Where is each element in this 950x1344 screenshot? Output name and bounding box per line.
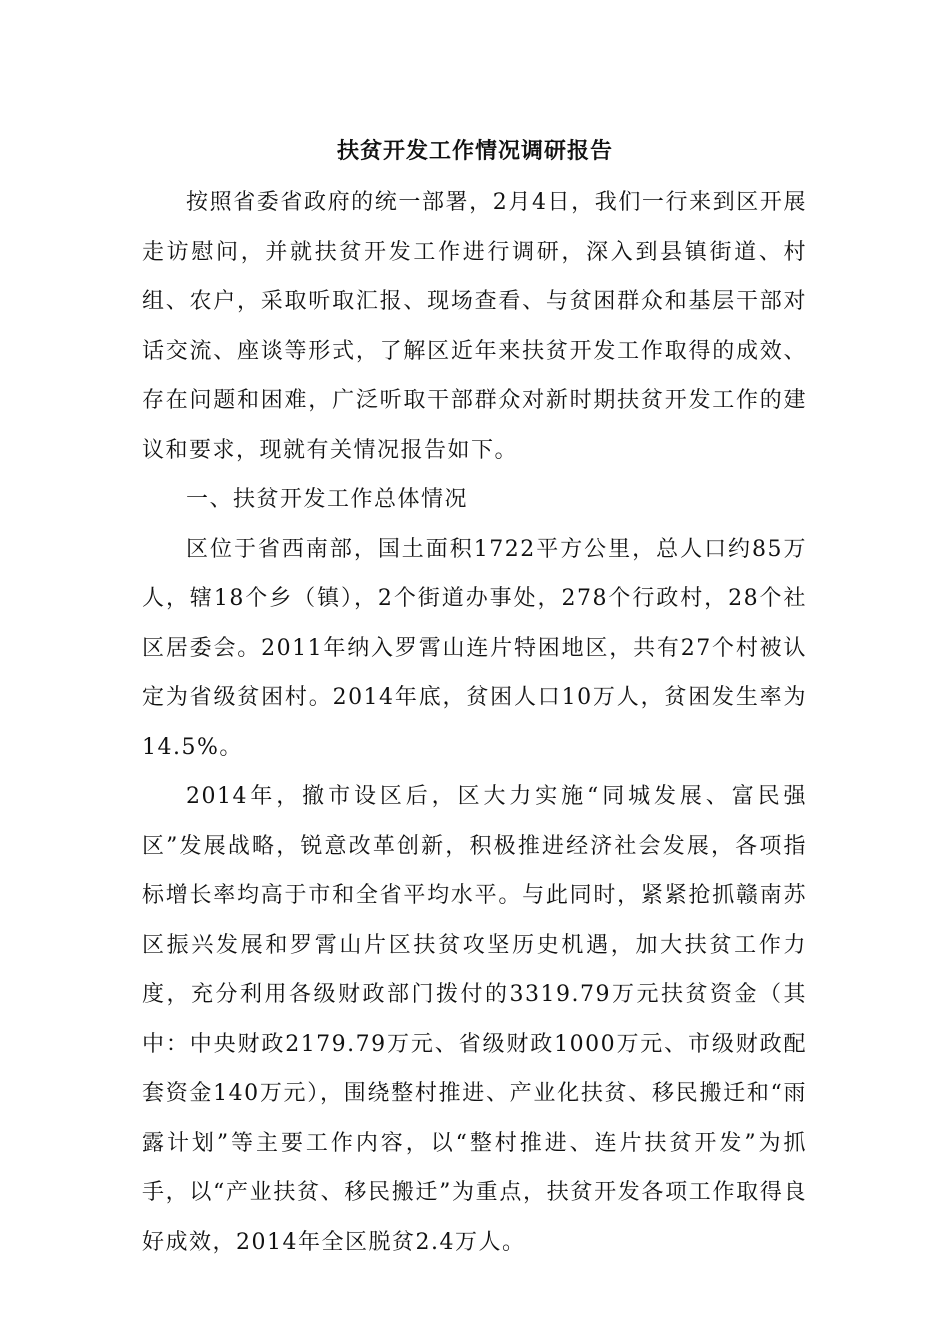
paragraph-achievements: 2014年，撤市设区后，区大力实施“同城发展、富民强区”发展战略，锐意改革创新，积极推进经济社会发展，各项指标增长率均高于市和全省平均水平。与此同时，紧紧抢抓赣南苏区振兴发展和罗霄山片区扶贫攻坚历史机遇，加大扶贫工作力度，充分利用各级财政部门拨付的3319.79万元扶贫资金（其中：中央财政2179.79万元、省级财政1000万元、市级财政配套资金140万元），围绕整村推进、产业化扶贫、移民搬迁和“雨露计划”等主要工作内容，以“整村推进、连片扶贫开发”为抓手，以“产业扶贫、移民搬迁”为重点，扶贫开发各项工作取得良好成效，2014年全区脱贫2.4万人。: [142, 784, 807, 1255]
paragraph-intro: 按照省委省政府的统一部署，2月4日，我们一行来到区开展走访慰问，并就扶贫开发工作进行调研，深入到县镇街道、村组、农户，采取听取汇报、现场查看、与贫困群众和基层干部对话交流、座谈等形式，了解区近年来扶贫开发工作取得的成效、存在问题和困难，广泛听取干部群众对新时期扶贫开发工作的建议和要求，现就有关情况报告如下。: [142, 190, 807, 463]
document-title: 扶贫开发工作情况调研报告: [336, 139, 613, 164]
paragraph-region-profile: 区位于省西南部，国土面积1722平方公里，总人口约85万人，辖18个乡（镇），2个街道办事处，278个行政村，28个社区居委会。2011年纳入罗霄山连片特困地区，共有27个村被认定为省级贫困村。2014年底，贫困人口10万人，贫困发生率为14.5%。: [142, 536, 807, 760]
section-heading-overview: 一、扶贫开发工作总体情况: [186, 487, 469, 512]
document-body: [142, 178, 807, 1267]
